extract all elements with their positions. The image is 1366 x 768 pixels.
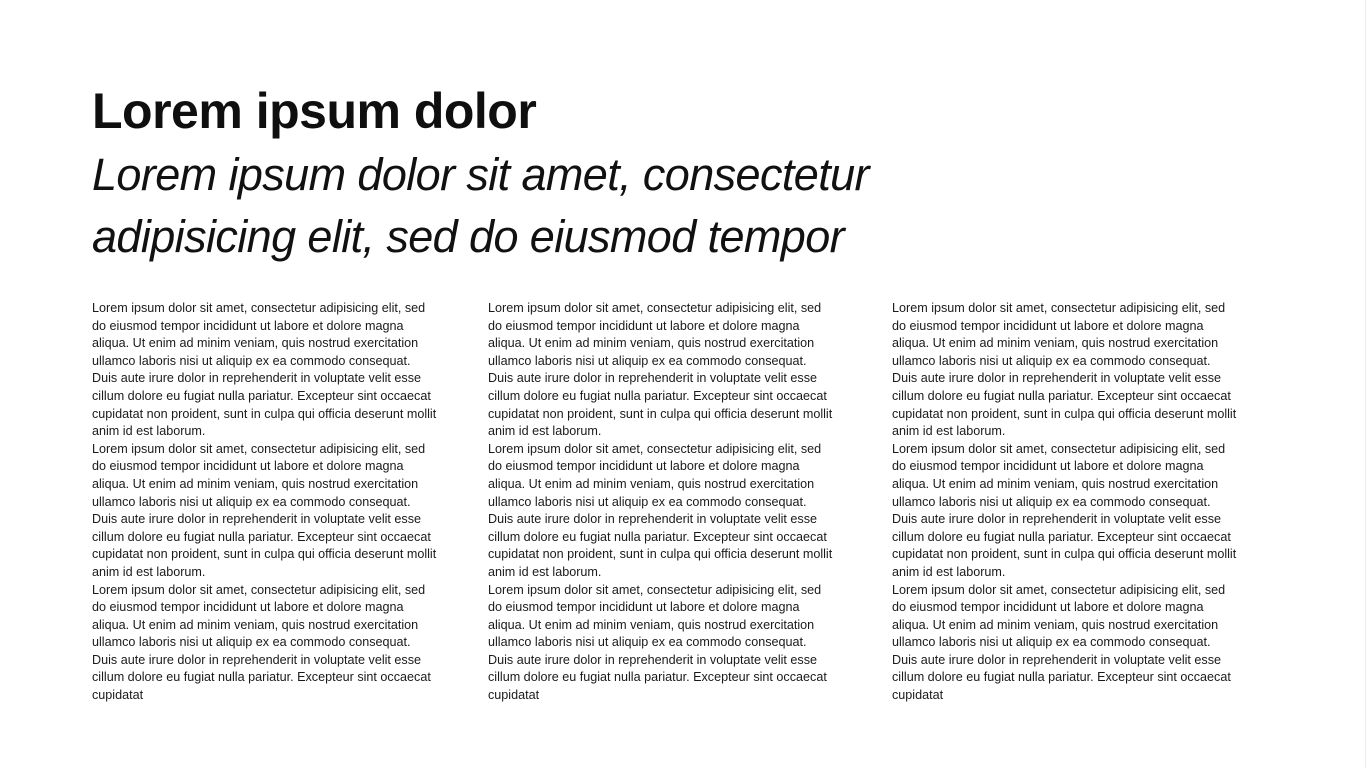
- column-1-paragraph-1: Lorem ipsum dolor sit amet, consectetur adipisicing elit, sed do eiusmod tempor incididunt ut labore et dolore magna aliqua. Ut enim ad minim veniam, quis nostrud exercitation ullamco laboris nisi ut aliquip ex ea commodo consequat. Duis aute irure dolor in reprehenderit in voluptate velit esse cillum dolore eu fugiat nulla pariatur. Excepteur sint occaecat cupidatat non proident, sunt in culpa qui officia deserunt mollit anim id est laborum.: [92, 301, 437, 439]
- column-1-paragraph-2: Lorem ipsum dolor sit amet, consectetur adipisicing elit, sed do eiusmod tempor incididunt ut labore et dolore magna aliqua. Ut enim ad minim veniam, quis nostrud exercitation ullamco laboris nisi ut aliquip ex ea commodo consequat. Duis aute irure dolor in reprehenderit in voluptate velit esse cillum dolore eu fugiat nulla pariatur. Excepteur sint occaecat cupidatat non proident, sunt in culpa qui officia deserunt mollit anim id est laborum.: [92, 441, 437, 579]
- column-3-paragraph-3: Lorem ipsum dolor sit amet, consectetur adipisicing elit, sed do eiusmod tempor incididunt ut labore et dolore magna aliqua. Ut enim ad minim veniam, quis nostrud exercitation ullamco laboris nisi ut aliquip ex ea commodo consequat. Duis aute irure dolor in reprehenderit in voluptate velit esse cillum dolore eu fugiat nulla pariatur. Excepteur sint occaecat cupidatat: [892, 582, 1231, 703]
- column-3-paragraph-2: Lorem ipsum dolor sit amet, consectetur adipisicing elit, sed do eiusmod tempor incididunt ut labore et dolore magna aliqua. Ut enim ad minim veniam, quis nostrud exercitation ullamco laboris nisi ut aliquip ex ea commodo consequat. Duis aute irure dolor in reprehenderit in voluptate velit esse cillum dolore eu fugiat nulla pariatur. Excepteur sint occaecat cupidatat non proident, sunt in culpa qui officia deserunt mollit anim id est laborum.: [892, 441, 1237, 579]
- column-2-paragraph-1: Lorem ipsum dolor sit amet, consectetur adipisicing elit, sed do eiusmod tempor incididunt ut labore et dolore magna aliqua. Ut enim ad minim veniam, quis nostrud exercitation ullamco laboris nisi ut aliquip ex ea commodo consequat. Duis aute irure dolor in reprehenderit in voluptate velit esse cillum dolore eu fugiat nulla pariatur. Excepteur sint occaecat cupidatat non proident, sunt in culpa qui officia deserunt mollit anim id est laborum.: [488, 301, 833, 439]
- page-subtitle: Lorem ipsum dolor sit amet, consectetur adipisicing elit, sed do eiusmod tempor: [92, 149, 869, 262]
- page-title: Lorem ipsum dolor: [92, 83, 537, 139]
- text-column-3: [892, 300, 1237, 740]
- column-2-paragraph-2: Lorem ipsum dolor sit amet, consectetur adipisicing elit, sed do eiusmod tempor incididunt ut labore et dolore magna aliqua. Ut enim ad minim veniam, quis nostrud exercitation ullamco laboris nisi ut aliquip ex ea commodo consequat. Duis aute irure dolor in reprehenderit in voluptate velit esse cillum dolore eu fugiat nulla pariatur. Excepteur sint occaecat cupidatat non proident, sunt in culpa qui officia deserunt mollit anim id est laborum.: [488, 441, 833, 579]
- text-column-2: [488, 300, 833, 740]
- text-column-1: [92, 300, 437, 740]
- column-2-paragraph-3: Lorem ipsum dolor sit amet, consectetur adipisicing elit, sed do eiusmod tempor incididunt ut labore et dolore magna aliqua. Ut enim ad minim veniam, quis nostrud exercitation ullamco laboris nisi ut aliquip ex ea commodo consequat. Duis aute irure dolor in reprehenderit in voluptate velit esse cillum dolore eu fugiat nulla pariatur. Excepteur sint occaecat cupidatat: [488, 582, 827, 703]
- body-columns: [92, 300, 1272, 740]
- column-3-paragraph-1: Lorem ipsum dolor sit amet, consectetur adipisicing elit, sed do eiusmod tempor incididunt ut labore et dolore magna aliqua. Ut enim ad minim veniam, quis nostrud exercitation ullamco laboris nisi ut aliquip ex ea commodo consequat. Duis aute irure dolor in reprehenderit in voluptate velit esse cillum dolore eu fugiat nulla pariatur. Excepteur sint occaecat cupidatat non proident, sunt in culpa qui officia deserunt mollit anim id est laborum.: [892, 301, 1237, 439]
- column-1-paragraph-3: Lorem ipsum dolor sit amet, consectetur adipisicing elit, sed do eiusmod tempor incididunt ut labore et dolore magna aliqua. Ut enim ad minim veniam, quis nostrud exercitation ullamco laboris nisi ut aliquip ex ea commodo consequat. Duis aute irure dolor in reprehenderit in voluptate velit esse cillum dolore eu fugiat nulla pariatur. Excepteur sint occaecat cupidatat: [92, 582, 431, 703]
- document-header: [92, 82, 992, 268]
